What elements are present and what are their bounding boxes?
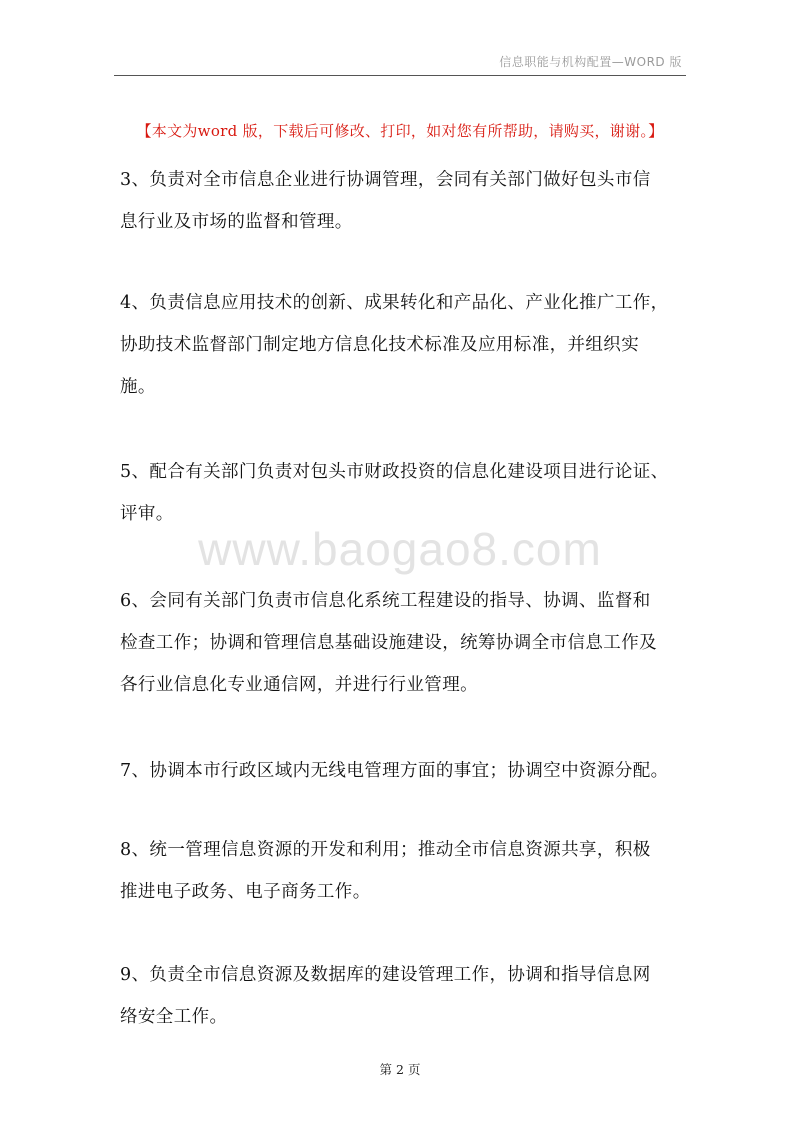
paragraph-line: 7、协调本市行政区域内无线电管理方面的事宜；协调空中资源分配。 — [120, 761, 669, 781]
site-watermark: www.baogao8.com — [198, 523, 602, 575]
paragraph-line: 评审。 — [120, 504, 174, 524]
paragraph-line: 络安全工作。 — [120, 1007, 228, 1027]
paragraph-item-3 — [120, 159, 692, 243]
paragraph-line: 5、配合有关部门负责对包头市财政投资的信息化建设项目进行论证、 — [120, 462, 669, 482]
paragraph-item-6 — [120, 580, 692, 706]
paragraph-item-7 — [120, 750, 692, 792]
paragraph-item-8 — [120, 829, 692, 913]
paragraph-line: 协助技术监督部门制定地方信息化技术标准及应用标准，并组织实 — [120, 335, 640, 355]
paragraph-line: 6、会同有关部门负责市信息化系统工程建设的指导、协调、监督和 — [120, 591, 651, 611]
paragraph-line: 各行业信息化专业通信网，并进行行业管理。 — [120, 675, 478, 695]
purchase-notice: 【本文为word 版，下载后可修改、打印，如对您有所帮助，请购买，谢谢。】 — [136, 122, 664, 140]
paragraph-item-4 — [120, 282, 692, 408]
paragraph-line: 推进电子政务、电子商务工作。 — [120, 882, 371, 902]
paragraph-line: 3、负责对全市信息企业进行协调管理，会同有关部门做好包头市信 — [120, 170, 651, 190]
paragraph-item-5 — [120, 451, 692, 535]
header-divider — [114, 75, 686, 76]
paragraph-item-9 — [120, 954, 692, 1038]
paragraph-line: 9、负责全市信息资源及数据库的建设管理工作，协调和指导信息网 — [120, 965, 651, 985]
page-number: 第 2 页 — [379, 1062, 421, 1077]
paragraph-line: 检查工作；协调和管理信息基础设施建设，统筹协调全市信息工作及 — [120, 633, 657, 653]
header-title: 信息职能与机构配置—WORD 版 — [499, 55, 682, 69]
paragraph-line: 息行业及市场的监督和管理。 — [120, 212, 353, 232]
paragraph-line: 4、负责信息应用技术的创新、成果转化和产品化、产业化推广工作， — [120, 293, 669, 313]
paragraph-line: 施。 — [120, 377, 156, 397]
paragraph-line: 8、统一管理信息资源的开发和利用；推动全市信息资源共享，积极 — [120, 840, 651, 860]
